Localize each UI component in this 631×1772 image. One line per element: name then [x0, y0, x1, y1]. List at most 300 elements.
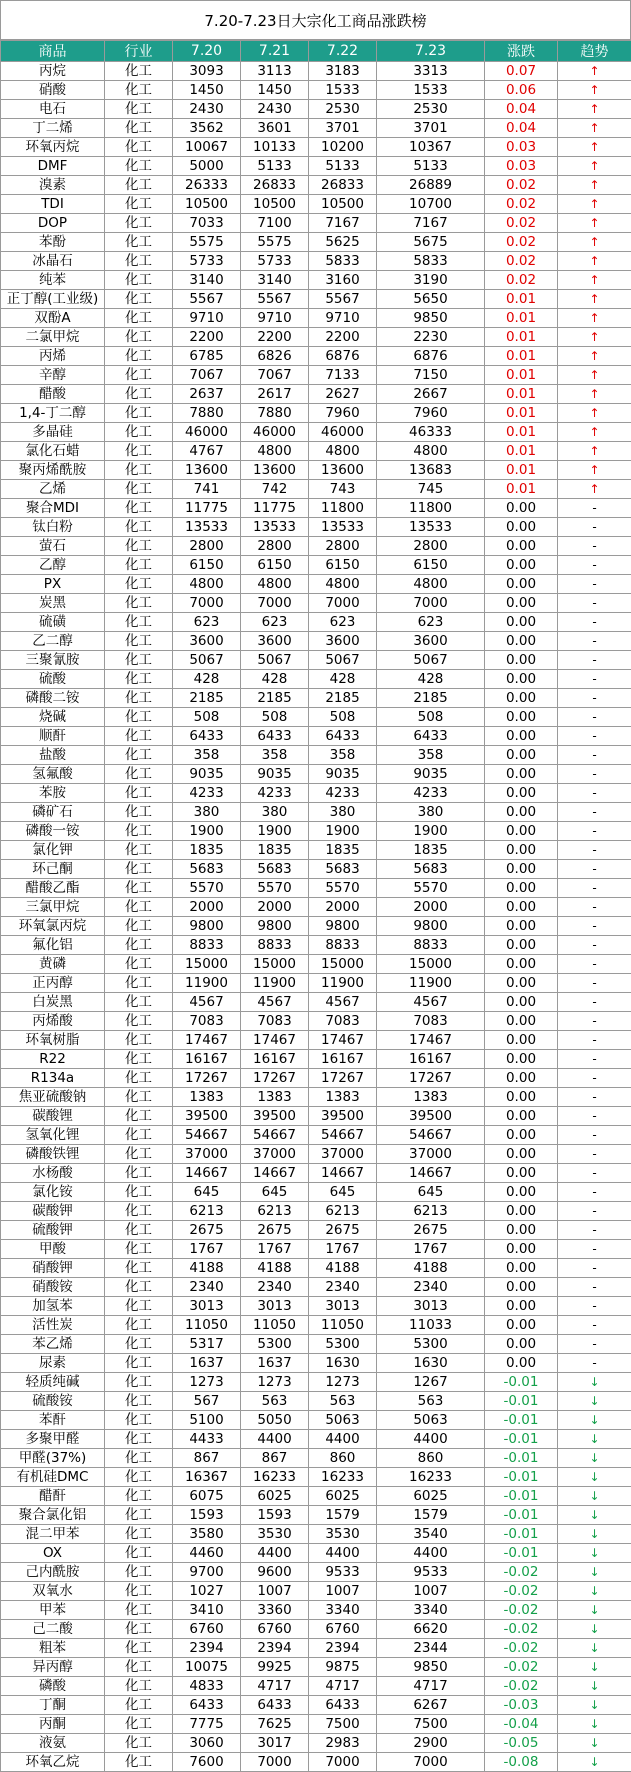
cell-price-721: 2617: [241, 385, 309, 404]
cell-change: 0.00: [485, 860, 558, 879]
table-row: [1, 404, 631, 423]
cell-price-723: 17467: [377, 1031, 485, 1050]
cell-trend: ↓: [558, 1582, 631, 1601]
cell-industry: 化工: [105, 1563, 173, 1582]
cell-trend: -: [558, 1221, 631, 1240]
cell-price-721: 3017: [241, 1734, 309, 1753]
table-row: [1, 841, 631, 860]
cell-trend: ↑: [558, 271, 631, 290]
cell-trend: ↓: [558, 1734, 631, 1753]
cell-commodity: 电石: [1, 100, 105, 119]
table-row: [1, 1145, 631, 1164]
cell-change: 0.02: [485, 233, 558, 252]
cell-price-722: 380: [309, 803, 377, 822]
cell-price-720: 358: [173, 746, 241, 765]
cell-price-722: 4400: [309, 1430, 377, 1449]
cell-price-720: 741: [173, 480, 241, 499]
cell-industry: 化工: [105, 1449, 173, 1468]
cell-industry: 化工: [105, 822, 173, 841]
cell-trend: ↑: [558, 195, 631, 214]
cell-industry: 化工: [105, 746, 173, 765]
table-row: [1, 1126, 631, 1145]
cell-price-723: 7500: [377, 1715, 485, 1734]
cell-price-723: 4188: [377, 1259, 485, 1278]
cell-price-722: 2983: [309, 1734, 377, 1753]
cell-trend: ↓: [558, 1563, 631, 1582]
cell-price-722: 2200: [309, 328, 377, 347]
cell-commodity: 硫酸: [1, 670, 105, 689]
cell-price-722: 3530: [309, 1525, 377, 1544]
cell-commodity: 聚合MDI: [1, 499, 105, 518]
cell-price-723: 4567: [377, 993, 485, 1012]
cell-price-720: 5733: [173, 252, 241, 271]
cell-trend: -: [558, 1107, 631, 1126]
cell-industry: 化工: [105, 1012, 173, 1031]
cell-change: -0.02: [485, 1582, 558, 1601]
cell-price-721: 13600: [241, 461, 309, 480]
cell-price-722: 5300: [309, 1335, 377, 1354]
cell-price-722: 1273: [309, 1373, 377, 1392]
table-row: [1, 1392, 631, 1411]
table-row: [1, 1639, 631, 1658]
cell-change: 0.00: [485, 1088, 558, 1107]
cell-industry: 化工: [105, 708, 173, 727]
cell-price-721: 2430: [241, 100, 309, 119]
cell-trend: -: [558, 556, 631, 575]
cell-change: -0.04: [485, 1715, 558, 1734]
cell-industry: 化工: [105, 613, 173, 632]
cell-change: 0.00: [485, 784, 558, 803]
cell-change: 0.02: [485, 214, 558, 233]
cell-price-720: 6433: [173, 727, 241, 746]
cell-change: 0.00: [485, 1145, 558, 1164]
cell-price-720: 428: [173, 670, 241, 689]
cell-price-720: 6213: [173, 1202, 241, 1221]
cell-change: -0.01: [485, 1525, 558, 1544]
cell-price-723: 2667: [377, 385, 485, 404]
table-row: [1, 1278, 631, 1297]
table-row: [1, 442, 631, 461]
cell-industry: 化工: [105, 62, 173, 81]
cell-industry: 化工: [105, 632, 173, 651]
cell-price-720: 37000: [173, 1145, 241, 1164]
table-row: [1, 157, 631, 176]
table-row: [1, 499, 631, 518]
cell-trend: ↓: [558, 1696, 631, 1715]
cell-price-720: 6150: [173, 556, 241, 575]
cell-change: 0.00: [485, 1335, 558, 1354]
cell-commodity: 醋酸乙酯: [1, 879, 105, 898]
cell-price-720: 4767: [173, 442, 241, 461]
cell-price-720: 9710: [173, 309, 241, 328]
cell-commodity: 双酚A: [1, 309, 105, 328]
cell-trend: -: [558, 1126, 631, 1145]
cell-price-721: 4800: [241, 575, 309, 594]
cell-price-721: 5067: [241, 651, 309, 670]
cell-price-721: 6150: [241, 556, 309, 575]
cell-change: 0.00: [485, 1297, 558, 1316]
cell-price-722: 6025: [309, 1487, 377, 1506]
cell-change: 0.06: [485, 81, 558, 100]
cell-industry: 化工: [105, 1753, 173, 1772]
cell-trend: -: [558, 1069, 631, 1088]
cell-price-723: 3340: [377, 1601, 485, 1620]
cell-price-722: 1579: [309, 1506, 377, 1525]
cell-industry: 化工: [105, 898, 173, 917]
cell-commodity: 硫磺: [1, 613, 105, 632]
cell-change: 0.00: [485, 1107, 558, 1126]
cell-change: 0.01: [485, 347, 558, 366]
cell-price-723: 6620: [377, 1620, 485, 1639]
cell-industry: 化工: [105, 1696, 173, 1715]
cell-industry: 化工: [105, 1259, 173, 1278]
cell-price-723: 11900: [377, 974, 485, 993]
cell-price-723: 5650: [377, 290, 485, 309]
table-row: [1, 1449, 631, 1468]
cell-price-721: 3013: [241, 1297, 309, 1316]
cell-commodity: 苯胺: [1, 784, 105, 803]
cell-industry: 化工: [105, 993, 173, 1012]
cell-trend: -: [558, 670, 631, 689]
cell-price-720: 380: [173, 803, 241, 822]
table-row: [1, 1696, 631, 1715]
cell-change: 0.00: [485, 613, 558, 632]
cell-commodity: 丁二烯: [1, 119, 105, 138]
table-row: [1, 81, 631, 100]
cell-trend: ↑: [558, 423, 631, 442]
cell-trend: ↑: [558, 214, 631, 233]
cell-price-720: 5570: [173, 879, 241, 898]
cell-trend: -: [558, 632, 631, 651]
cell-industry: 化工: [105, 784, 173, 803]
cell-price-722: 563: [309, 1392, 377, 1411]
cell-industry: 化工: [105, 1582, 173, 1601]
table-row: [1, 214, 631, 233]
cell-commodity: 醋酐: [1, 1487, 105, 1506]
table-row: [1, 1069, 631, 1088]
cell-price-723: 9850: [377, 309, 485, 328]
cell-price-720: 2000: [173, 898, 241, 917]
cell-price-721: 5570: [241, 879, 309, 898]
cell-trend: -: [558, 1259, 631, 1278]
cell-price-721: 2340: [241, 1278, 309, 1297]
cell-trend: ↑: [558, 385, 631, 404]
cell-change: 0.01: [485, 309, 558, 328]
cell-change: 0.00: [485, 689, 558, 708]
cell-trend: ↓: [558, 1715, 631, 1734]
cell-price-723: 2185: [377, 689, 485, 708]
cell-industry: 化工: [105, 860, 173, 879]
cell-price-721: 7083: [241, 1012, 309, 1031]
cell-price-720: 2185: [173, 689, 241, 708]
cell-industry: 化工: [105, 1525, 173, 1544]
cell-trend: ↓: [558, 1506, 631, 1525]
cell-commodity: TDI: [1, 195, 105, 214]
cell-industry: 化工: [105, 974, 173, 993]
cell-commodity: 液氨: [1, 1734, 105, 1753]
cell-price-723: 5133: [377, 157, 485, 176]
cell-price-722: 3600: [309, 632, 377, 651]
cell-commodity: R22: [1, 1050, 105, 1069]
cell-trend: -: [558, 746, 631, 765]
cell-price-720: 10067: [173, 138, 241, 157]
cell-change: 0.00: [485, 1259, 558, 1278]
cell-price-723: 2900: [377, 1734, 485, 1753]
cell-price-722: 7167: [309, 214, 377, 233]
cell-price-723: 5063: [377, 1411, 485, 1430]
table-row: [1, 1430, 631, 1449]
cell-change: 0.01: [485, 480, 558, 499]
cell-trend: ↓: [558, 1525, 631, 1544]
cell-price-721: 2394: [241, 1639, 309, 1658]
cell-industry: 化工: [105, 651, 173, 670]
cell-price-723: 39500: [377, 1107, 485, 1126]
cell-price-723: 1007: [377, 1582, 485, 1601]
cell-price-722: 1767: [309, 1240, 377, 1259]
cell-price-722: 1007: [309, 1582, 377, 1601]
table-row: [1, 233, 631, 252]
table-row: [1, 594, 631, 613]
cell-price-722: 14667: [309, 1164, 377, 1183]
cell-price-723: 358: [377, 746, 485, 765]
cell-commodity: 硫酸钾: [1, 1221, 105, 1240]
cell-price-722: 5567: [309, 290, 377, 309]
cell-change: -0.02: [485, 1601, 558, 1620]
cell-commodity: 磷酸: [1, 1677, 105, 1696]
cell-price-721: 5133: [241, 157, 309, 176]
cell-industry: 化工: [105, 1202, 173, 1221]
cell-price-723: 645: [377, 1183, 485, 1202]
cell-price-720: 1450: [173, 81, 241, 100]
cell-trend: -: [558, 1050, 631, 1069]
cell-industry: 化工: [105, 214, 173, 233]
cell-industry: 化工: [105, 1335, 173, 1354]
cell-industry: 化工: [105, 1430, 173, 1449]
cell-price-720: 3600: [173, 632, 241, 651]
cell-price-723: 2675: [377, 1221, 485, 1240]
cell-price-722: 2675: [309, 1221, 377, 1240]
cell-industry: 化工: [105, 1297, 173, 1316]
cell-price-722: 17467: [309, 1031, 377, 1050]
cell-price-722: 16167: [309, 1050, 377, 1069]
cell-commodity: 乙醇: [1, 556, 105, 575]
cell-trend: -: [558, 575, 631, 594]
cell-change: 0.00: [485, 1240, 558, 1259]
cell-price-720: 26333: [173, 176, 241, 195]
cell-price-723: 10700: [377, 195, 485, 214]
cell-commodity: 环氧树脂: [1, 1031, 105, 1050]
cell-price-720: 7000: [173, 594, 241, 613]
cell-price-723: 7960: [377, 404, 485, 423]
cell-price-721: 4188: [241, 1259, 309, 1278]
cell-price-722: 5625: [309, 233, 377, 252]
cell-industry: 化工: [105, 195, 173, 214]
cell-industry: 化工: [105, 1107, 173, 1126]
cell-price-722: 39500: [309, 1107, 377, 1126]
cell-price-720: 7600: [173, 1753, 241, 1772]
cell-price-721: 1007: [241, 1582, 309, 1601]
cell-commodity: 磷酸二铵: [1, 689, 105, 708]
cell-industry: 化工: [105, 81, 173, 100]
cell-change: -0.01: [485, 1392, 558, 1411]
cell-trend: -: [558, 1031, 631, 1050]
cell-industry: 化工: [105, 461, 173, 480]
cell-trend: -: [558, 1316, 631, 1335]
cell-industry: 化工: [105, 1164, 173, 1183]
cell-commodity: 苯酐: [1, 1411, 105, 1430]
cell-industry: 化工: [105, 955, 173, 974]
table-row: [1, 1468, 631, 1487]
cell-price-720: 2394: [173, 1639, 241, 1658]
cell-price-722: 645: [309, 1183, 377, 1202]
cell-commodity: 环氧氯丙烷: [1, 917, 105, 936]
cell-price-721: 7880: [241, 404, 309, 423]
cell-industry: 化工: [105, 233, 173, 252]
cell-trend: -: [558, 1278, 631, 1297]
cell-trend: -: [558, 1088, 631, 1107]
cell-trend: -: [558, 499, 631, 518]
cell-trend: ↑: [558, 138, 631, 157]
table-row: [1, 1183, 631, 1202]
cell-commodity: 氯化钾: [1, 841, 105, 860]
cell-price-723: 15000: [377, 955, 485, 974]
cell-change: -0.02: [485, 1620, 558, 1639]
cell-change: -0.03: [485, 1696, 558, 1715]
cell-commodity: 焦亚硫酸钠: [1, 1088, 105, 1107]
cell-price-721: 17467: [241, 1031, 309, 1050]
cell-price-722: 15000: [309, 955, 377, 974]
cell-price-721: 623: [241, 613, 309, 632]
cell-trend: -: [558, 1354, 631, 1373]
cell-industry: 化工: [105, 157, 173, 176]
cell-industry: 化工: [105, 385, 173, 404]
cell-industry: 化工: [105, 423, 173, 442]
cell-commodity: 正丙醇: [1, 974, 105, 993]
cell-price-723: 4400: [377, 1430, 485, 1449]
cell-price-722: 3340: [309, 1601, 377, 1620]
table-row: [1, 765, 631, 784]
cell-price-723: 3313: [377, 62, 485, 81]
cell-price-723: 7167: [377, 214, 485, 233]
cell-price-721: 7625: [241, 1715, 309, 1734]
cell-commodity: 黄磷: [1, 955, 105, 974]
cell-change: -0.01: [485, 1544, 558, 1563]
col-header-date-723: 7.23: [377, 41, 485, 62]
cell-industry: 化工: [105, 936, 173, 955]
cell-commodity: 烧碱: [1, 708, 105, 727]
cell-commodity: 硝酸钾: [1, 1259, 105, 1278]
cell-change: 0.00: [485, 651, 558, 670]
cell-change: -0.01: [485, 1430, 558, 1449]
cell-price-722: 9710: [309, 309, 377, 328]
cell-price-720: 4460: [173, 1544, 241, 1563]
cell-price-721: 4233: [241, 784, 309, 803]
cell-industry: 化工: [105, 347, 173, 366]
cell-industry: 化工: [105, 917, 173, 936]
table-row: [1, 1354, 631, 1373]
cell-price-723: 8833: [377, 936, 485, 955]
cell-industry: 化工: [105, 1221, 173, 1240]
cell-price-720: 15000: [173, 955, 241, 974]
col-header-date-722: 7.22: [309, 41, 377, 62]
page-title: 7.20-7.23日大宗化工商品涨跌榜: [0, 0, 631, 40]
cell-price-721: 358: [241, 746, 309, 765]
cell-price-723: 7083: [377, 1012, 485, 1031]
table-row: [1, 993, 631, 1012]
cell-price-720: 4567: [173, 993, 241, 1012]
cell-price-722: 508: [309, 708, 377, 727]
cell-industry: 化工: [105, 1544, 173, 1563]
cell-price-720: 567: [173, 1392, 241, 1411]
cell-price-723: 1579: [377, 1506, 485, 1525]
cell-price-721: 4400: [241, 1430, 309, 1449]
cell-price-721: 15000: [241, 955, 309, 974]
cell-price-722: 2340: [309, 1278, 377, 1297]
cell-commodity: 钛白粉: [1, 518, 105, 537]
cell-price-721: 3360: [241, 1601, 309, 1620]
cell-trend: -: [558, 1183, 631, 1202]
cell-price-721: 2000: [241, 898, 309, 917]
table-row: [1, 138, 631, 157]
cell-price-723: 2800: [377, 537, 485, 556]
cell-price-720: 7067: [173, 366, 241, 385]
cell-trend: -: [558, 1240, 631, 1259]
cell-commodity: 碳酸锂: [1, 1107, 105, 1126]
cell-change: -0.02: [485, 1677, 558, 1696]
cell-price-723: 9850: [377, 1658, 485, 1677]
cell-commodity: 丙烯: [1, 347, 105, 366]
cell-price-720: 16167: [173, 1050, 241, 1069]
cell-industry: 化工: [105, 119, 173, 138]
cell-price-721: 3113: [241, 62, 309, 81]
cell-industry: 化工: [105, 1506, 173, 1525]
cell-change: 0.00: [485, 917, 558, 936]
table-row: [1, 309, 631, 328]
cell-price-720: 9800: [173, 917, 241, 936]
cell-price-722: 26833: [309, 176, 377, 195]
cell-price-722: 3701: [309, 119, 377, 138]
cell-commodity: R134a: [1, 1069, 105, 1088]
table-row: [1, 1601, 631, 1620]
table-row: [1, 1734, 631, 1753]
table-row: [1, 1107, 631, 1126]
cell-price-720: 1767: [173, 1240, 241, 1259]
cell-industry: 化工: [105, 575, 173, 594]
cell-price-723: 6150: [377, 556, 485, 575]
cell-commodity: 硝酸铵: [1, 1278, 105, 1297]
cell-change: 0.00: [485, 822, 558, 841]
cell-price-722: 7000: [309, 594, 377, 613]
cell-price-723: 860: [377, 1449, 485, 1468]
cell-change: -0.01: [485, 1449, 558, 1468]
cell-price-722: 3160: [309, 271, 377, 290]
table-row: [1, 651, 631, 670]
cell-change: 0.00: [485, 1354, 558, 1373]
cell-trend: ↑: [558, 100, 631, 119]
cell-industry: 化工: [105, 480, 173, 499]
table-row: [1, 575, 631, 594]
cell-price-723: 4717: [377, 1677, 485, 1696]
cell-trend: ↑: [558, 461, 631, 480]
cell-change: 0.00: [485, 518, 558, 537]
cell-change: -0.01: [485, 1506, 558, 1525]
cell-change: 0.02: [485, 252, 558, 271]
cell-commodity: 磷矿石: [1, 803, 105, 822]
cell-price-722: 11050: [309, 1316, 377, 1335]
cell-price-722: 10200: [309, 138, 377, 157]
cell-change: 0.01: [485, 404, 558, 423]
table-row: [1, 328, 631, 347]
